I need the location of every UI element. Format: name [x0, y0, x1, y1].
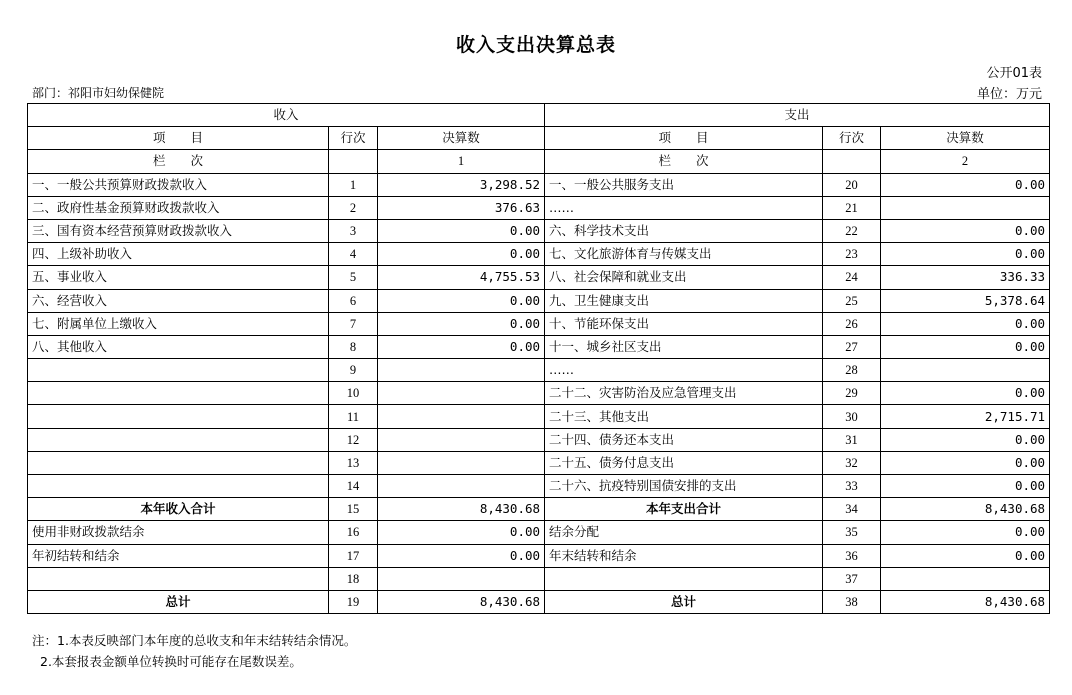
expense-amount: 0.00	[881, 335, 1050, 358]
summary-table	[27, 103, 1050, 614]
unit-label: 单位：万元	[976, 87, 1042, 102]
income-item-name: 二、政府性基金预算财政拨款收入	[28, 196, 329, 219]
expense-line-number: 35	[823, 521, 881, 544]
note-2: 2.本套报表金额单位转换时可能存在尾数误差。	[40, 654, 302, 669]
income-line-number: 18	[329, 567, 378, 590]
expense-amount: 336.33	[881, 266, 1050, 289]
table-row	[28, 196, 1050, 219]
expense-line-number: 38	[823, 590, 881, 613]
expense-line-number: 36	[823, 544, 881, 567]
table-row	[28, 405, 1050, 428]
expense-amount: 0.00	[881, 475, 1050, 498]
income-line-number: 2	[329, 196, 378, 219]
expense-line-number: 31	[823, 428, 881, 451]
expense-line-number: 22	[823, 219, 881, 242]
expense-item-name	[545, 567, 823, 590]
income-item-name	[28, 567, 329, 590]
table-row	[28, 567, 1050, 590]
expense-amount: 0.00	[881, 243, 1050, 266]
expense-amount: 0.00	[881, 312, 1050, 335]
table-row	[28, 382, 1050, 405]
expense-item-name: 结余分配	[545, 521, 823, 544]
page-title: 收入支出决算总表	[455, 34, 616, 56]
expense-line-number: 27	[823, 335, 881, 358]
table-row	[28, 243, 1050, 266]
income-amount: 0.00	[378, 243, 545, 266]
income-item-name	[28, 475, 329, 498]
income-line-number: 15	[329, 498, 378, 521]
income-line-header: 行次	[329, 127, 378, 150]
column-number-row	[28, 150, 1050, 173]
income-amount	[378, 475, 545, 498]
income-item-name: 三、国有资本经营预算财政拨款收入	[28, 219, 329, 242]
expense-item-name: ……	[545, 359, 823, 382]
income-amount	[378, 405, 545, 428]
income-amount: 0.00	[378, 219, 545, 242]
table-row	[28, 219, 1050, 242]
expense-amount	[881, 567, 1050, 590]
section-header-row	[28, 104, 1050, 127]
table-row	[28, 590, 1050, 613]
table-row	[28, 359, 1050, 382]
income-line-number: 4	[329, 243, 378, 266]
income-amount	[378, 359, 545, 382]
expense-amount	[881, 196, 1050, 219]
empty-cell	[329, 150, 378, 173]
expense-item-header: 项 目	[545, 127, 823, 150]
expense-line-number: 32	[823, 451, 881, 474]
income-item-name: 六、经营收入	[28, 289, 329, 312]
expense-amount-header: 决算数	[881, 127, 1050, 150]
income-item-name: 五、事业收入	[28, 266, 329, 289]
expense-line-number: 28	[823, 359, 881, 382]
expense-amount: 8,430.68	[881, 498, 1050, 521]
income-amount: 3,298.52	[378, 173, 545, 196]
income-amount	[378, 428, 545, 451]
notes	[32, 630, 356, 672]
income-amount: 0.00	[378, 335, 545, 358]
expense-col-label: 栏 次	[545, 150, 823, 173]
income-line-number: 1	[329, 173, 378, 196]
income-amount: 0.00	[378, 312, 545, 335]
expense-line-number: 20	[823, 173, 881, 196]
income-item-name: 一、一般公共预算财政拨款收入	[28, 173, 329, 196]
expense-item-name: 二十三、其他支出	[545, 405, 823, 428]
income-amount: 376.63	[378, 196, 545, 219]
expense-item-name: 本年支出合计	[545, 498, 823, 521]
income-col-label: 栏 次	[28, 150, 329, 173]
empty-cell	[823, 150, 881, 173]
expense-amount: 8,430.68	[881, 590, 1050, 613]
expense-item-name: 二十五、债务付息支出	[545, 451, 823, 474]
income-amount: 8,430.68	[378, 590, 545, 613]
expense-col-number: 2	[881, 150, 1050, 173]
income-item-header: 项 目	[28, 127, 329, 150]
income-line-number: 9	[329, 359, 378, 382]
income-amount	[378, 567, 545, 590]
table-row	[28, 451, 1050, 474]
income-line-number: 11	[329, 405, 378, 428]
table-row	[28, 544, 1050, 567]
income-amount: 4,755.53	[378, 266, 545, 289]
income-item-name	[28, 359, 329, 382]
income-amount	[378, 451, 545, 474]
income-item-name: 四、上级补助收入	[28, 243, 329, 266]
expense-item-name: 年末结转和结余	[545, 544, 823, 567]
expense-item-name: 九、卫生健康支出	[545, 289, 823, 312]
income-item-name: 年初结转和结余	[28, 544, 329, 567]
expense-item-name: 二十二、灾害防治及应急管理支出	[545, 382, 823, 405]
income-line-number: 14	[329, 475, 378, 498]
expense-amount: 0.00	[881, 173, 1050, 196]
column-header-row	[28, 127, 1050, 150]
table-row	[28, 521, 1050, 544]
expense-amount: 5,378.64	[881, 289, 1050, 312]
expense-line-number: 37	[823, 567, 881, 590]
income-line-number: 16	[329, 521, 378, 544]
expense-amount: 0.00	[881, 428, 1050, 451]
expense-item-name: 十一、城乡社区支出	[545, 335, 823, 358]
income-item-name: 使用非财政拨款结余	[28, 521, 329, 544]
department-label: 部门：祁阳市妇幼保健院	[32, 86, 165, 100]
expense-amount: 0.00	[881, 521, 1050, 544]
expense-item-name: 十、节能环保支出	[545, 312, 823, 335]
table-row	[28, 312, 1050, 335]
income-item-name	[28, 451, 329, 474]
income-line-number: 3	[329, 219, 378, 242]
expense-line-number: 21	[823, 196, 881, 219]
table-row	[28, 289, 1050, 312]
expense-item-name: 一、一般公共服务支出	[545, 173, 823, 196]
expense-line-number: 24	[823, 266, 881, 289]
income-col-number: 1	[378, 150, 545, 173]
table-row	[28, 428, 1050, 451]
income-item-name: 八、其他收入	[28, 335, 329, 358]
income-amount: 0.00	[378, 289, 545, 312]
income-line-number: 6	[329, 289, 378, 312]
expense-item-name: 六、科学技术支出	[545, 219, 823, 242]
income-item-name	[28, 382, 329, 405]
income-item-name	[28, 405, 329, 428]
expense-line-number: 23	[823, 243, 881, 266]
income-item-name: 本年收入合计	[28, 498, 329, 521]
table-row	[28, 475, 1050, 498]
expense-item-name: 七、文化旅游体育与传媒支出	[545, 243, 823, 266]
income-line-number: 19	[329, 590, 378, 613]
income-amount: 8,430.68	[378, 498, 545, 521]
income-line-number: 12	[329, 428, 378, 451]
expense-line-number: 33	[823, 475, 881, 498]
table-row	[28, 173, 1050, 196]
table-row	[28, 266, 1050, 289]
expense-item-name: 八、社会保障和就业支出	[545, 266, 823, 289]
income-item-name	[28, 428, 329, 451]
expense-line-number: 34	[823, 498, 881, 521]
expense-amount: 0.00	[881, 451, 1050, 474]
income-line-number: 13	[329, 451, 378, 474]
income-header: 收入	[28, 104, 545, 127]
income-line-number: 8	[329, 335, 378, 358]
income-line-number: 7	[329, 312, 378, 335]
table-row	[28, 498, 1050, 521]
income-line-number: 17	[329, 544, 378, 567]
income-amount: 0.00	[378, 521, 545, 544]
income-item-name: 总计	[28, 590, 329, 613]
expense-line-number: 26	[823, 312, 881, 335]
income-line-number: 10	[329, 382, 378, 405]
expense-line-header: 行次	[823, 127, 881, 150]
income-amount	[378, 382, 545, 405]
income-amount-header: 决算数	[378, 127, 545, 150]
table-row	[28, 335, 1050, 358]
expense-item-name: 二十四、债务还本支出	[545, 428, 823, 451]
income-line-number: 5	[329, 266, 378, 289]
expense-item-name: ……	[545, 196, 823, 219]
expense-amount: 2,715.71	[881, 405, 1050, 428]
form-number: 公开01表	[986, 66, 1042, 81]
income-item-name: 七、附属单位上缴收入	[28, 312, 329, 335]
income-amount: 0.00	[378, 544, 545, 567]
note-1: 注：1.本表反映部门本年度的总收支和年末结转结余情况。	[32, 633, 357, 648]
expense-line-number: 30	[823, 405, 881, 428]
expense-line-number: 25	[823, 289, 881, 312]
expense-amount: 0.00	[881, 219, 1050, 242]
expense-line-number: 29	[823, 382, 881, 405]
expense-item-name: 二十六、抗疫特别国债安排的支出	[545, 475, 823, 498]
expense-header: 支出	[545, 104, 1050, 127]
expense-item-name: 总计	[545, 590, 823, 613]
expense-amount	[881, 359, 1050, 382]
expense-amount: 0.00	[881, 544, 1050, 567]
expense-amount: 0.00	[881, 382, 1050, 405]
